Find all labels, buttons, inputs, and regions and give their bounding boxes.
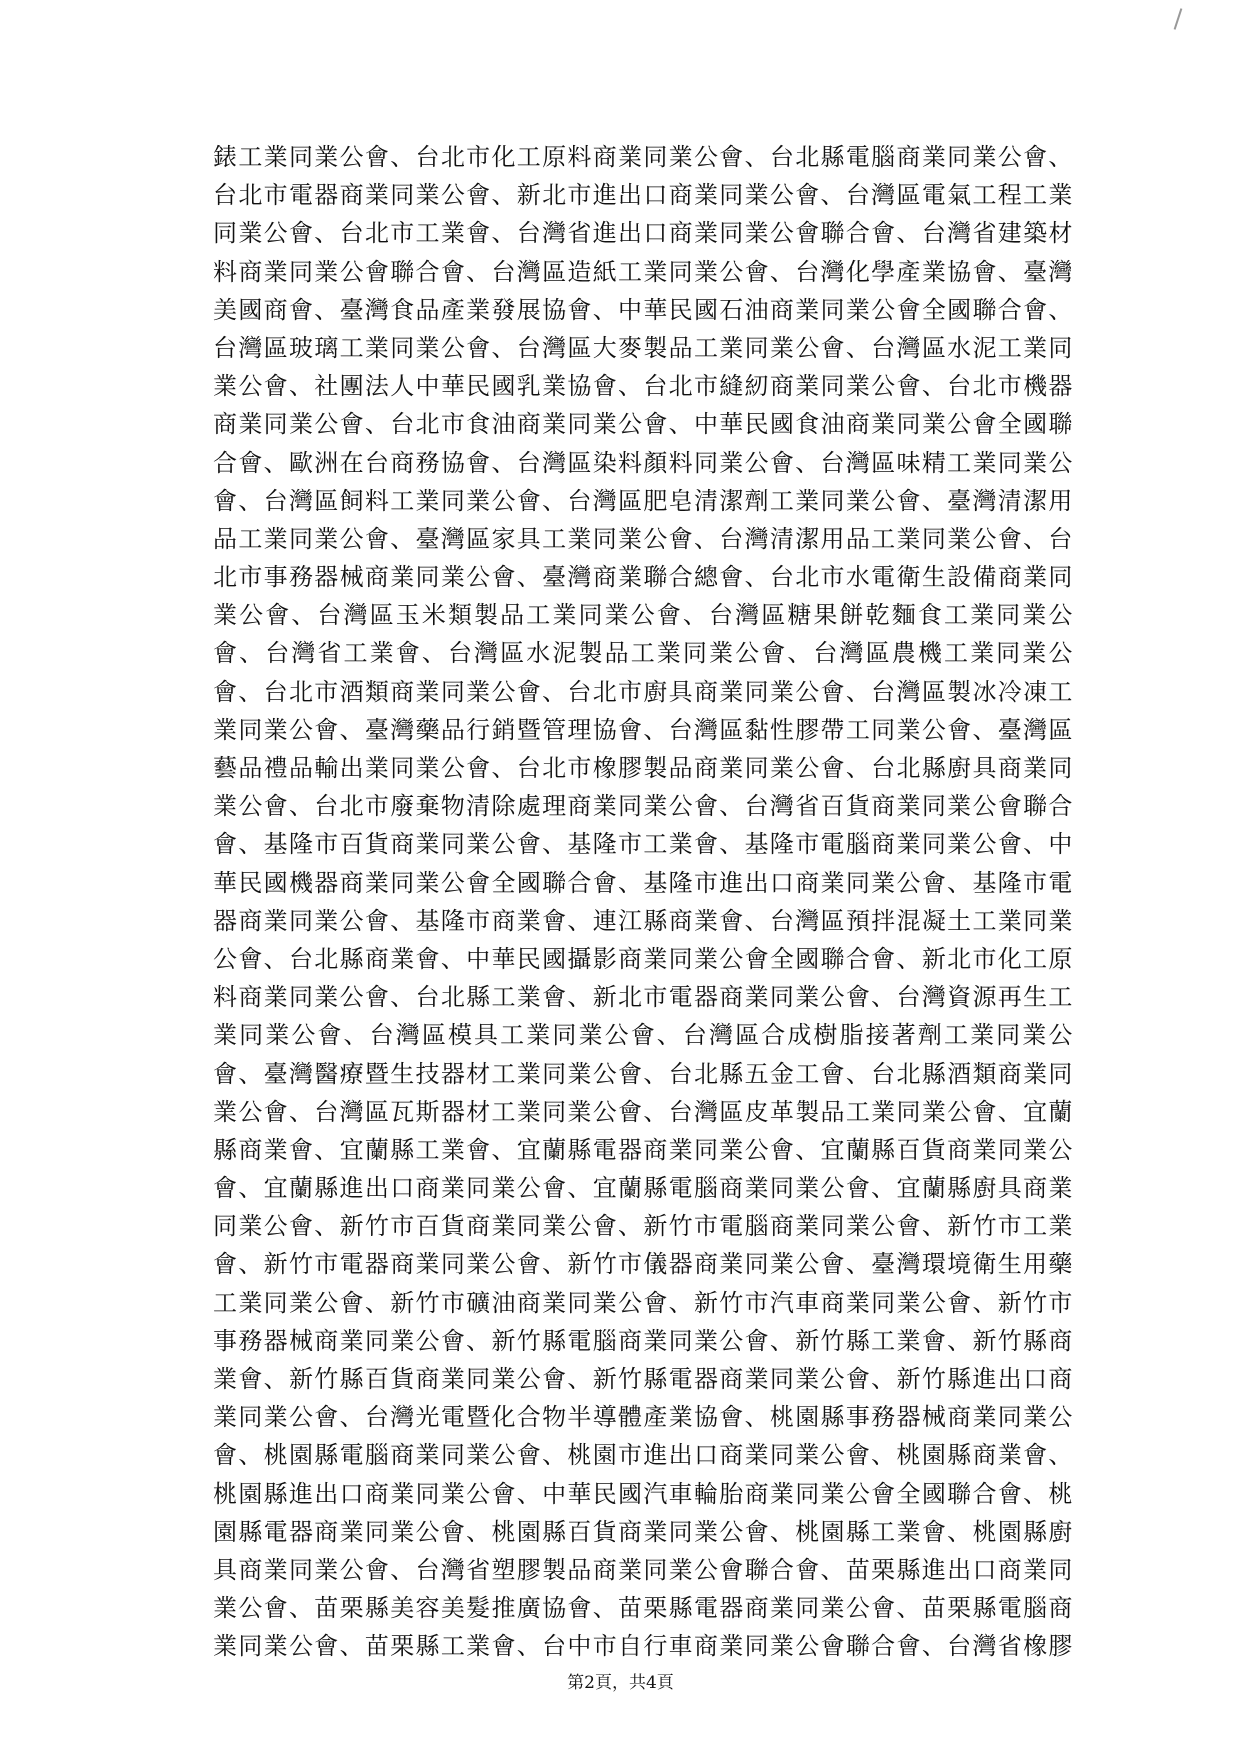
text-line: 會、台灣區飼料工業同業公會、台灣區肥皂清潔劑工業同業公會、臺灣清潔用 [213,486,1073,515]
text-line: 業同業公會、台灣區模具工業同業公會、台灣區合成樹脂接著劑工業同業公 [213,1021,1073,1050]
text-line: 器商業同業公會、基隆市商業會、連江縣商業會、台灣區預拌混凝土工業同業 [213,906,1073,935]
text-line: 園縣電器商業同業公會、桃園縣百貨商業同業公會、桃園縣工業會、桃園縣廚 [213,1517,1073,1546]
text-line: 會、臺灣醫療暨生技器材工業同業公會、台北縣五金工會、台北縣酒類商業同 [213,1059,1073,1088]
text-line: 具商業同業公會、台灣省塑膠製品商業同業公會聯合會、苗栗縣進出口商業同 [213,1555,1073,1584]
text-line: 會、新竹市電器商業同業公會、新竹市儀器商業同業公會、臺灣環境衛生用藥 [213,1250,1073,1279]
text-line: 業公會、社團法人中華民國乳業協會、台北市縫紉商業同業公會、台北市機器 [213,372,1073,401]
text-line: 業會、新竹縣百貨商業同業公會、新竹縣電器商業同業公會、新竹縣進出口商 [213,1365,1073,1393]
text-line: 業同業公會、苗栗縣工業會、台中市自行車商業同業公會聯合會、台灣省橡膠 [213,1632,1073,1661]
text-line: 料商業同業公會、台北縣工業會、新北市電器商業同業公會、台灣資源再生工 [213,983,1073,1012]
text-line: 公會、台北縣商業會、中華民國攝影商業同業公會全國聯合會、新北市化工原 [213,944,1073,973]
text-line: 錶工業同業公會、台北市化工原料商業同業公會、台北縣電腦商業同業公會、 [213,143,1073,171]
text-line: 會、台北市酒類商業同業公會、台北市廚具商業同業公會、台灣區製冰冷凍工 [213,677,1073,706]
text-line: 合會、歐洲在台商務協會、台灣區染料顏料同業公會、台灣區味精工業同業公 [213,448,1073,477]
text-line: 同業公會、台北市工業會、台灣省進出口商業同業公會聯合會、台灣省建築材 [213,219,1073,248]
text-line: 台北市電器商業同業公會、新北市進出口商業同業公會、台灣區電氣工程工業 [213,181,1073,210]
scan-mark [1174,8,1183,30]
text-line: 台灣區玻璃工業同業公會、台灣區大麥製品工業同業公會、台灣區水泥工業同 [213,333,1073,362]
text-line: 北市事務器械商業同業公會、臺灣商業聯合總會、台北市水電衛生設備商業同 [213,563,1073,592]
text-line: 業公會、苗栗縣美容美髮推廣協會、苗栗縣電器商業同業公會、苗栗縣電腦商 [213,1594,1073,1623]
text-line: 縣商業會、宜蘭縣工業會、宜蘭縣電器商業同業公會、宜蘭縣百貨商業同業公 [213,1135,1073,1164]
text-line: 業公會、台灣區瓦斯器材工業同業公會、台灣區皮革製品工業同業公會、宜蘭 [213,1097,1073,1126]
text-line: 業同業公會、臺灣藥品行銷暨管理協會、台灣區黏性膠帶工同業公會、臺灣區 [213,715,1073,744]
text-line: 藝品禮品輸出業同業公會、台北市橡膠製品商業同業公會、台北縣廚具商業同 [213,754,1073,782]
text-line: 工業同業公會、新竹市礦油商業同業公會、新竹市汽車商業同業公會、新竹市 [213,1288,1073,1317]
page-number: 第2頁，共4頁 [567,1673,674,1693]
text-line: 業同業公會、台灣光電暨化合物半導體產業協會、桃園縣事務器械商業同業公 [213,1403,1073,1432]
text-line: 會、台灣省工業會、台灣區水泥製品工業同業公會、台灣區農機工業同業公 [213,639,1073,668]
text-line: 會、基隆市百貨商業同業公會、基隆市工業會、基隆市電腦商業同業公會、中 [213,830,1073,859]
text-line: 美國商會、臺灣食品產業發展協會、中華民國石油商業同業公會全國聯合會、 [213,295,1073,324]
text-line: 會、桃園縣電腦商業同業公會、桃園市進出口商業同業公會、桃園縣商業會、 [213,1441,1073,1470]
body-text [213,138,1073,1666]
text-line: 桃園縣進出口商業同業公會、中華民國汽車輪胎商業同業公會全國聯合會、桃 [213,1479,1073,1508]
text-line: 業公會、台灣區玉米類製品工業同業公會、台灣區糖果餅乾麵食工業同業公 [213,601,1073,630]
text-line: 會、宜蘭縣進出口商業同業公會、宜蘭縣電腦商業同業公會、宜蘭縣廚具商業 [213,1174,1073,1203]
text-line: 同業公會、新竹市百貨商業同業公會、新竹市電腦商業同業公會、新竹市工業 [213,1212,1073,1241]
text-line: 商業同業公會、台北市食油商業同業公會、中華民國食油商業同業公會全國聯 [213,410,1073,439]
text-line: 事務器械商業同業公會、新竹縣電腦商業同業公會、新竹縣工業會、新竹縣商 [213,1326,1073,1355]
text-line: 品工業同業公會、臺灣區家具工業同業公會、台灣清潔用品工業同業公會、台 [213,524,1073,553]
text-line: 業公會、台北市廢棄物清除處理商業同業公會、台灣省百貨商業同業公會聯合 [213,792,1073,821]
text-line: 華民國機器商業同業公會全國聯合會、基隆市進出口商業同業公會、基隆市電 [213,868,1073,897]
text-line: 料商業同業公會聯合會、台灣區造紙工業同業公會、台灣化學產業協會、臺灣 [213,257,1073,286]
